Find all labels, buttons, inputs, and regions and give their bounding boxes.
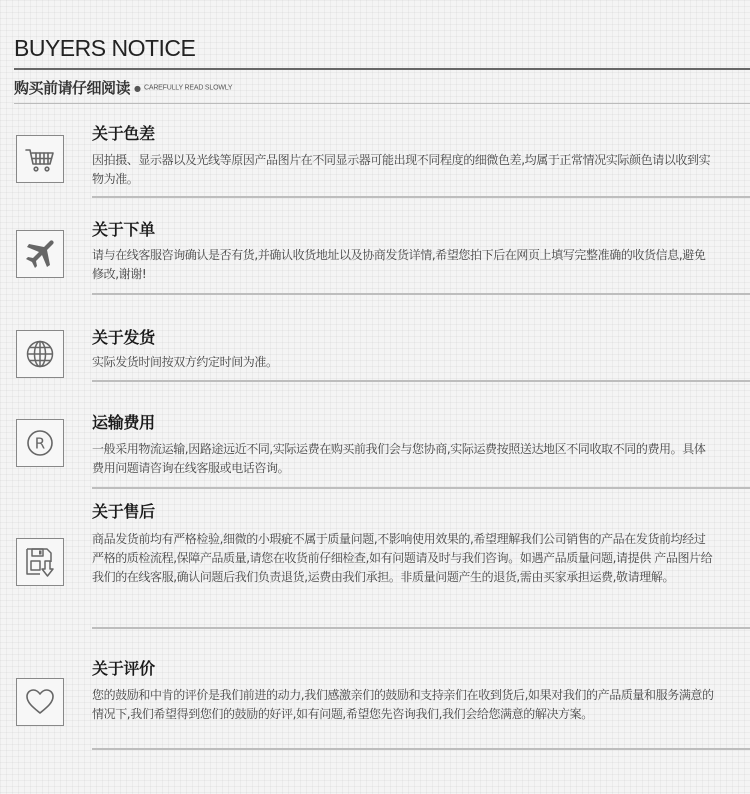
section-title: 关于发货 [92, 328, 155, 347]
page-title: BUYERS NOTICE [14, 35, 196, 61]
section-body: 请与在线客服咨询确认是否有货,并确认收货地址以及协商发货详情,希望您拍下后在网页上填写完整准确的收货信息,避免修改,谢谢! [92, 248, 706, 281]
section-title: 关于评价 [92, 659, 155, 678]
section-divider [92, 293, 750, 295]
title-divider [14, 68, 750, 70]
section-divider [92, 627, 750, 629]
globe-icon [16, 330, 64, 378]
subtitle-divider [14, 103, 750, 104]
section-title: 关于售后 [92, 502, 155, 521]
section-body: 实际发货时间按双方约定时间为准。 [92, 355, 278, 369]
heart-icon [16, 678, 64, 726]
airplane-icon [16, 230, 64, 278]
bullet-dot-icon: ● [134, 83, 141, 93]
save-download-icon [16, 538, 64, 586]
section-body: 您的鼓励和中肯的评价是我们前进的动力,我们感激亲们的鼓励和支持亲们在收到货后,如果对我们的产品质量和服务满意的情况下,我们希望得到您们的鼓励的好评,如有问题,希望您先咨询我们,我们会给您满意的解决方案。 [92, 688, 714, 721]
section-body: 商品发货前均有严格检验,细微的小瑕疵不属于质量问题,不影响使用效果的,希望理解我们公司销售的产品在发货前均经过严格的质检流程,保障产品质量,请您在收货前仔细检查,如有问题请及时与我们咨询。如遇产品质量问题,请提供 产品图片给我们的在线客服,确认问题后我们负责退货,运费由我们承担。非质量问题产生的退货,需由买家承担运费,敬请理解。 [92, 532, 713, 584]
section-divider [92, 748, 750, 750]
section-divider [92, 196, 750, 198]
subtitle-chinese: 购买前请仔细阅读 [14, 79, 131, 97]
shopping-cart-icon [16, 135, 64, 183]
section-body: 一般采用物流运输,因路途远近不同,实际运费在购买前我们会与您协商,实际运费按照送达地区不同收取不同的费用。具体费用问题请咨询在线客服或电话咨询。 [92, 442, 706, 475]
subtitle-english: CAREFULLY READ SLOWLY [144, 84, 233, 92]
section-title: 运输费用 [92, 413, 155, 432]
section-divider [92, 380, 750, 382]
subtitle [14, 78, 232, 99]
section-title: 关于下单 [92, 220, 155, 239]
registered-icon [16, 419, 64, 467]
section-divider [92, 487, 750, 489]
section-title: 关于色差 [92, 124, 155, 143]
section-body: 因拍摄、显示器以及光线等原因产品图片在不同显示器可能出现不同程度的细微色差,均属于正常情况实际颜色请以收到实物为准。 [92, 153, 711, 186]
svg-text:R: R [34, 434, 46, 453]
